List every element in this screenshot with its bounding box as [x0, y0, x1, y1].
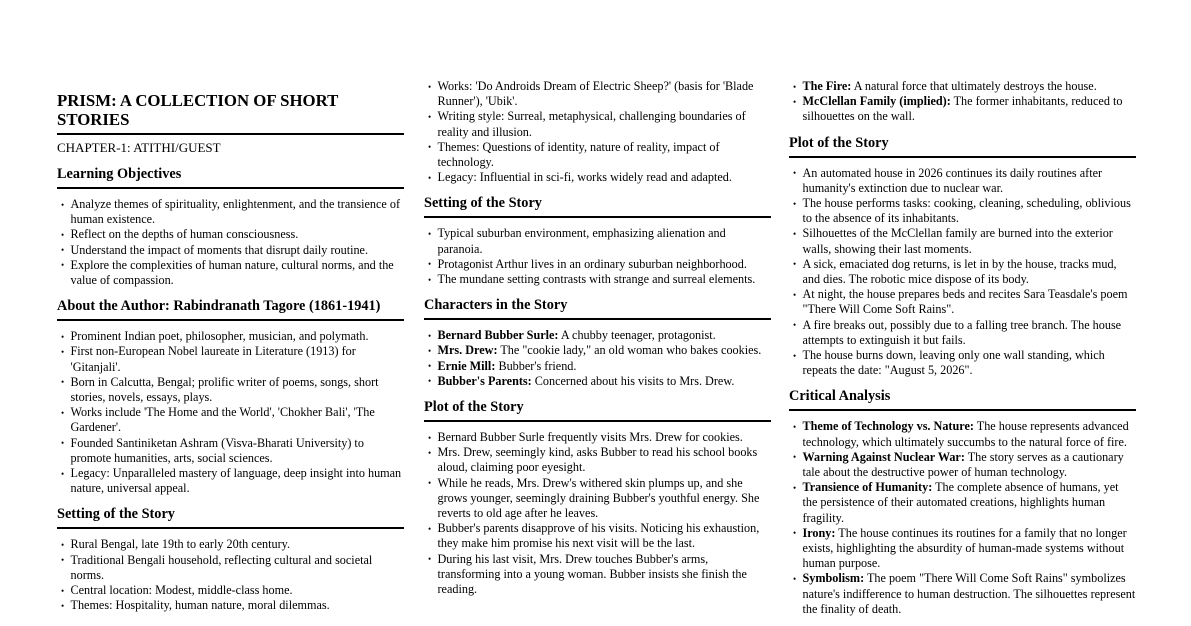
bullet-text: The poem "There Will Come Soft Rains" symbolizes nature's indifference to human destruction. The silhouettes represent the finality of death. — [802, 571, 1136, 616]
bullet-text: Born in Calcutta, Bengal; prolific writer of poems, songs, short stories, novels, essays, plays. — [70, 374, 379, 405]
bullet-text: Bubber's friend. — [495, 358, 577, 373]
bullet-text: A chubby teenager, protagonist. — [558, 328, 716, 343]
bullet-text: Themes: Hospitality, human nature, moral dilemmas. — [70, 598, 330, 613]
column-left — [57, 0, 404, 613]
bullet-text: The house burns down, leaving only one wall standing, which repeats the date: "August 5, 2026". — [802, 348, 1105, 378]
bullet-item — [57, 466, 404, 496]
bullet-text: Bubber's parents disapprove of his visits. Noticing his exhaustion, they make him promise his next visit will be the last. — [437, 521, 760, 551]
bullet-text: The house continues its routines for a family that no longer exists, highlighting the absurdity of human-made systems without human purpose. — [802, 525, 1127, 571]
bullet-item — [57, 227, 404, 242]
bullet-item — [424, 79, 771, 109]
section-heading: About the Author: Rabindranath Tagore (1861-1941) — [57, 298, 404, 321]
bullet-text: Rural Bengal, late 19th to early 20th century. — [70, 537, 291, 552]
bullet-text: Silhouettes of the McClellan family are burned into the exterior walls, showing their last moments. — [802, 226, 1113, 256]
bullet-item — [57, 583, 404, 598]
bullet-item — [789, 419, 1136, 449]
bullet-text: The "cookie lady," an old woman who bakes cookies. — [497, 343, 762, 358]
bullet-list — [57, 197, 404, 288]
section-heading: Learning Objectives — [57, 166, 404, 189]
bullet-text: During his last visit, Mrs. Drew touches Bubber's arms, transforming into a young woman. Bubber insists she finish the reading. — [437, 551, 747, 597]
bullet-text: At night, the house prepares beds and recites Sara Teasdale's poem "There Will Come Soft Rains". — [802, 287, 1128, 317]
bullet-term: McClellan Family (implied): — [802, 94, 951, 109]
section-heading: Critical Analysis — [789, 388, 1136, 411]
bullet-text: The story serves as a cautionary tale about the destructive power of human technology. — [802, 449, 1124, 480]
bullet-item — [789, 287, 1136, 317]
bullet-text: Analyze themes of spirituality, enlightenment, and the transience of human existence. — [70, 197, 401, 227]
bullet-item — [57, 243, 404, 258]
bullet-item — [789, 226, 1136, 256]
bullet-item — [424, 257, 771, 272]
bullet-item — [57, 405, 404, 435]
bullet-text: Reflect on the depths of human consciousness. — [70, 227, 299, 242]
bullet-term: Bernard Bubber Surle: — [437, 328, 559, 343]
bullet-item — [789, 79, 1136, 94]
bullet-text: The mundane setting contrasts with strange and surreal elements. — [437, 272, 756, 287]
bullet-text: Prominent Indian poet, philosopher, musician, and polymath. — [70, 329, 369, 344]
bullet-list — [424, 328, 771, 389]
bullet-list — [789, 419, 1136, 617]
bullet-item — [424, 272, 771, 287]
bullet-item — [57, 436, 404, 466]
bullet-term: Ernie Mill: — [437, 358, 496, 373]
bullet-text: Legacy: Unparalleled mastery of language, deep insight into human nature, universal appeal. — [70, 466, 402, 496]
bullet-item — [789, 166, 1136, 196]
bullet-term: Warning Against Nuclear War: — [802, 449, 965, 464]
bullet-item — [424, 109, 771, 139]
chapter-subtitle: CHAPTER-1: ATITHI/GUEST — [57, 140, 221, 155]
bullet-item — [424, 476, 771, 522]
document-title: PRISM: A COLLECTION OF SHORT STORIES — [57, 91, 404, 135]
bullet-item — [57, 375, 404, 405]
bullet-text: Explore the complexities of human nature, cultural norms, and the value of compassion. — [70, 257, 394, 288]
bullet-text: Bernard Bubber Surle frequently visits Mrs. Drew for cookies. — [437, 430, 743, 445]
bullet-item — [789, 348, 1136, 378]
bullet-text: Protagonist Arthur lives in an ordinary suburban neighborhood. — [437, 256, 747, 271]
bullet-item — [789, 450, 1136, 480]
bullet-text: Central location: Modest, middle-class home. — [70, 583, 293, 598]
bullet-item — [424, 445, 771, 475]
bullet-item — [789, 318, 1136, 348]
bullet-text: The house performs tasks: cooking, cleaning, scheduling, oblivious to the absence of its inhabitants. — [802, 196, 1131, 226]
section-heading: Plot of the Story — [789, 135, 1136, 158]
column-middle — [424, 0, 771, 597]
bullet-text: The house represents advanced technology, which ultimately succumbs to the natural force of fire. — [802, 419, 1129, 449]
bullet-item — [789, 571, 1136, 617]
bullet-term: Mrs. Drew: — [437, 343, 498, 358]
bullet-text: A fire breaks out, possibly due to a falling tree branch. The house attempts to extinguish it but fails. — [802, 317, 1122, 347]
bullet-item — [424, 170, 771, 185]
bullet-text: Works include 'The Home and the World', 'Chokher Bali', 'The Gardener'. — [70, 405, 375, 435]
bullet-text: A natural force that ultimately destroys the house. — [851, 79, 1097, 93]
section-heading: Setting of the Story — [424, 195, 771, 218]
section-heading: Plot of the Story — [424, 399, 771, 422]
bullet-list — [424, 79, 771, 185]
bullet-text: Legacy: Influential in sci-fi, works widely read and adapted. — [437, 170, 732, 185]
bullet-item — [424, 359, 771, 374]
section-heading: Setting of the Story — [57, 506, 404, 529]
bullet-term: Transience of Humanity: — [802, 480, 933, 495]
bullet-text: A sick, emaciated dog returns, is let in by the house, tracks mud, and dies. The robotic mice dispose of its body. — [802, 256, 1117, 287]
bullet-text: First non-European Nobel laureate in Literature (1913) for 'Gitanjali'. — [70, 344, 356, 374]
bullet-item — [57, 553, 404, 583]
bullet-term: Symbolism: — [802, 571, 865, 586]
bullet-term: The Fire: — [802, 79, 852, 93]
bullet-item — [424, 343, 771, 358]
bullet-item — [424, 328, 771, 343]
bullet-item — [57, 197, 404, 227]
bullet-text: Works: 'Do Androids Dream of Electric Sheep?' (basis for 'Blade Runner'), 'Ubik'. — [437, 79, 754, 109]
bullet-item — [789, 480, 1136, 526]
bullet-text: The former inhabitants, reduced to silhouettes on the wall. — [802, 94, 1123, 124]
bullet-item — [424, 140, 771, 170]
bullet-item — [789, 94, 1136, 124]
bullet-text: While he reads, Mrs. Drew's withered skin plumps up, and she grows younger, seemingly draining Bubber's youthful energy. She reverts to old age after he leaves. — [437, 475, 760, 521]
bullet-text: An automated house in 2026 continues its daily routines after humanity's extinction due to nuclear war. — [802, 165, 1103, 195]
bullet-item — [57, 329, 404, 344]
bullet-item — [57, 598, 404, 613]
bullet-text: Typical suburban environment, emphasizing alienation and paranoia. — [437, 226, 726, 256]
bullet-item — [424, 374, 771, 389]
bullet-text: Writing style: Surreal, metaphysical, challenging boundaries of reality and illusion. — [437, 109, 746, 139]
bullet-text: Themes: Questions of identity, nature of reality, impact of technology. — [437, 139, 720, 170]
bullet-text: Founded Santiniketan Ashram (Visva-Bharati University) to promote humanities, arts, social sciences. — [70, 435, 364, 465]
bullet-text: Traditional Bengali household, reflecting cultural and societal norms. — [70, 552, 373, 582]
bullet-item — [424, 226, 771, 256]
bullet-term: Bubber's Parents: — [437, 373, 532, 388]
bullet-item — [789, 257, 1136, 287]
bullet-item — [57, 258, 404, 288]
bullet-item — [57, 537, 404, 552]
bullet-term: Theme of Technology vs. Nature: — [802, 419, 974, 434]
bullet-item — [789, 526, 1136, 572]
bullet-text: Concerned about his visits to Mrs. Drew. — [531, 373, 735, 388]
bullet-term: Irony: — [802, 525, 836, 540]
bullet-item — [57, 344, 404, 374]
bullet-text: Mrs. Drew, seemingly kind, asks Bubber to read his school books aloud, claiming poor eyesight. — [437, 445, 758, 475]
bullet-list — [424, 430, 771, 597]
bullet-item — [424, 521, 771, 551]
bullet-item — [789, 196, 1136, 226]
bullet-list — [789, 166, 1136, 379]
bullet-text: Understand the impact of moments that disrupt daily routine. — [70, 242, 369, 257]
bullet-item — [424, 552, 771, 598]
bullet-text: The complete absence of humans, yet the persistence of their automated creations, highlights human fragility. — [802, 480, 1119, 525]
bullet-list — [57, 537, 404, 613]
column-right — [789, 0, 1136, 617]
bullet-item — [424, 430, 771, 445]
bullet-list — [789, 79, 1136, 125]
bullet-list — [57, 329, 404, 496]
bullet-list — [424, 226, 771, 287]
section-heading: Characters in the Story — [424, 297, 771, 320]
